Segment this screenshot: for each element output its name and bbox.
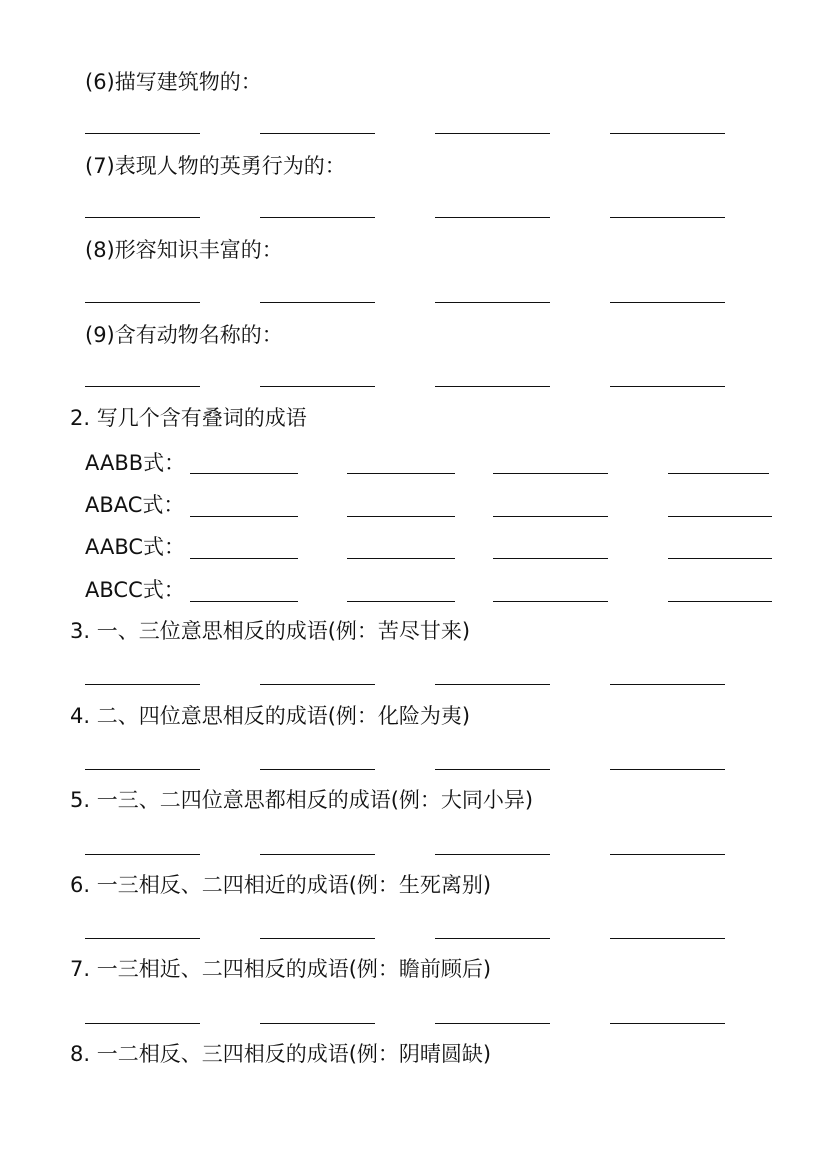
question-7: 7. 一三相近、二四相反的成语(例：瞻前顾后) bbox=[70, 957, 492, 981]
answer-blank[interactable] bbox=[610, 217, 725, 218]
answer-blank[interactable] bbox=[85, 938, 200, 939]
answer-blank[interactable] bbox=[347, 473, 455, 474]
answer-blank[interactable] bbox=[85, 302, 200, 303]
pattern-label-abac: ABAC式： bbox=[85, 493, 185, 517]
answer-blank[interactable] bbox=[260, 1023, 375, 1024]
answer-blank[interactable] bbox=[85, 854, 200, 855]
answer-blank[interactable] bbox=[190, 558, 298, 559]
answer-blank[interactable] bbox=[190, 516, 298, 517]
question-5: 5. 一三、二四位意思都相反的成语(例：大同小异) bbox=[70, 788, 534, 812]
question-2-title: 2. 写几个含有叠词的成语 bbox=[70, 406, 307, 430]
answer-blank[interactable] bbox=[260, 684, 375, 685]
pattern-label-aabc: AABC式： bbox=[85, 535, 186, 559]
answer-blank[interactable] bbox=[668, 558, 772, 559]
answer-blank[interactable] bbox=[493, 516, 608, 517]
answer-blank[interactable] bbox=[610, 133, 725, 134]
answer-blank[interactable] bbox=[260, 133, 375, 134]
answer-blank[interactable] bbox=[190, 601, 298, 602]
answer-blank[interactable] bbox=[260, 302, 375, 303]
answer-blank[interactable] bbox=[435, 302, 550, 303]
answer-blank[interactable] bbox=[435, 684, 550, 685]
answer-blank[interactable] bbox=[610, 1023, 725, 1024]
answer-blank[interactable] bbox=[190, 473, 298, 474]
answer-blank[interactable] bbox=[668, 516, 772, 517]
answer-blank[interactable] bbox=[435, 386, 550, 387]
answer-blank[interactable] bbox=[347, 601, 455, 602]
answer-blank[interactable] bbox=[610, 938, 725, 939]
sub-item-7: (7)表现人物的英勇行为的： bbox=[85, 154, 346, 178]
answer-blank[interactable] bbox=[85, 133, 200, 134]
answer-blank[interactable] bbox=[347, 516, 455, 517]
answer-blank[interactable] bbox=[610, 302, 725, 303]
answer-blank[interactable] bbox=[85, 386, 200, 387]
answer-blank[interactable] bbox=[260, 769, 375, 770]
answer-blank[interactable] bbox=[435, 1023, 550, 1024]
answer-blank[interactable] bbox=[435, 938, 550, 939]
answer-blank[interactable] bbox=[260, 854, 375, 855]
answer-blank[interactable] bbox=[493, 601, 608, 602]
answer-blank[interactable] bbox=[435, 133, 550, 134]
answer-blank[interactable] bbox=[610, 854, 725, 855]
answer-blank[interactable] bbox=[493, 473, 608, 474]
sub-item-6: (6)描写建筑物的： bbox=[85, 70, 262, 94]
answer-blank[interactable] bbox=[435, 854, 550, 855]
answer-blank[interactable] bbox=[85, 769, 200, 770]
pattern-label-aabb: AABB式： bbox=[85, 451, 186, 475]
answer-blank[interactable] bbox=[85, 684, 200, 685]
sub-item-8: (8)形容知识丰富的： bbox=[85, 238, 283, 262]
question-3: 3. 一、三位意思相反的成语(例：苦尽甘来) bbox=[70, 619, 471, 643]
answer-blank[interactable] bbox=[435, 217, 550, 218]
answer-blank[interactable] bbox=[610, 684, 725, 685]
answer-blank[interactable] bbox=[668, 473, 769, 474]
question-4: 4. 二、四位意思相反的成语(例：化险为夷) bbox=[70, 704, 471, 728]
answer-blank[interactable] bbox=[347, 558, 455, 559]
answer-blank[interactable] bbox=[610, 386, 725, 387]
pattern-label-abcc: ABCC式： bbox=[85, 578, 185, 602]
answer-blank[interactable] bbox=[260, 217, 375, 218]
answer-blank[interactable] bbox=[493, 558, 608, 559]
answer-blank[interactable] bbox=[610, 769, 725, 770]
answer-blank[interactable] bbox=[260, 386, 375, 387]
question-6: 6. 一三相反、二四相近的成语(例：生死离别) bbox=[70, 873, 492, 897]
answer-blank[interactable] bbox=[435, 769, 550, 770]
answer-blank[interactable] bbox=[668, 601, 772, 602]
answer-blank[interactable] bbox=[85, 1023, 200, 1024]
sub-item-9: (9)含有动物名称的： bbox=[85, 323, 283, 347]
answer-blank[interactable] bbox=[260, 938, 375, 939]
question-8: 8. 一二相反、三四相反的成语(例：阴晴圆缺) bbox=[70, 1042, 492, 1066]
answer-blank[interactable] bbox=[85, 217, 200, 218]
